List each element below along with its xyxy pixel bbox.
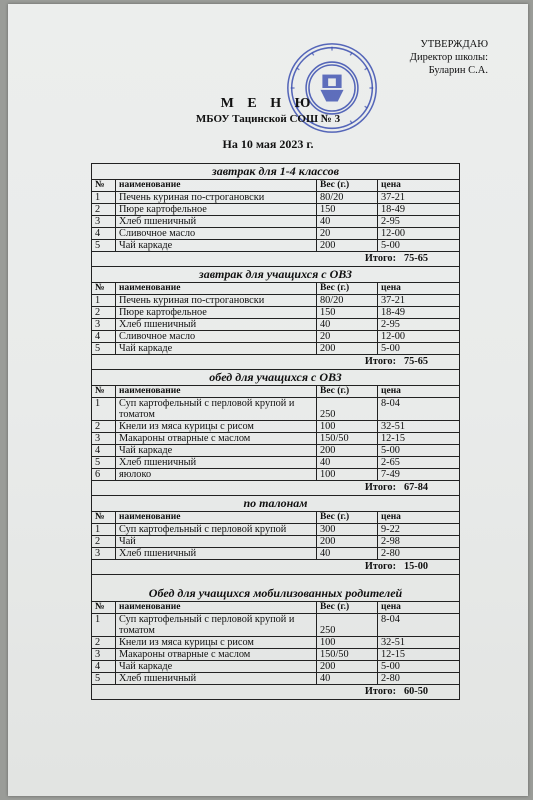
row-price: 2-80 [381, 673, 400, 684]
row-price: 32-51 [381, 637, 406, 648]
row-price: 8-04 [381, 614, 400, 625]
row-price: 7-49 [381, 469, 400, 480]
row-num: 3 [92, 649, 116, 660]
table-header-row [92, 512, 459, 524]
table-row [92, 421, 459, 433]
row-weight: 40 [317, 457, 378, 468]
table-row [92, 398, 459, 421]
header-num: № [92, 602, 116, 613]
row-name: Хлеб пшеничный [116, 319, 317, 330]
row-name: Хлеб пшеничный [116, 548, 317, 559]
row-name: Печень куриная по-строгановски [116, 295, 317, 306]
row-num: 5 [92, 240, 116, 251]
header-name: наименование [116, 283, 317, 294]
row-name: Пюре картофельное [116, 307, 317, 318]
header-price: цена [381, 386, 401, 396]
total-value: 67-84 [404, 482, 429, 493]
row-name: яюлоко [116, 469, 317, 480]
approval-line-2: Директор школы: [409, 52, 488, 63]
row-num: 5 [92, 457, 116, 468]
row-name: Суп картофельный с перловой крупой [116, 524, 317, 535]
total-label: Итого: [364, 253, 396, 264]
table-row [92, 661, 459, 673]
row-price: 9-22 [381, 524, 400, 535]
row-price: 37-21 [381, 192, 406, 203]
row-price: 5-00 [381, 240, 400, 251]
total-value: 60-50 [404, 686, 429, 697]
header-weight: Вес (г.) [317, 180, 378, 191]
row-name: Пюре картофельное [116, 204, 317, 215]
menu-section [92, 267, 459, 370]
row-price: 32-51 [381, 421, 406, 432]
row-num: 4 [92, 331, 116, 342]
row-price: 18-49 [381, 307, 406, 318]
header-name: наименование [116, 602, 317, 613]
row-name: Чай каркаде [116, 661, 317, 672]
menu-date: На 10 мая 2023 г. [222, 137, 314, 151]
row-weight: 40 [317, 319, 378, 330]
row-weight: 200 [317, 343, 378, 354]
row-name: Чай [116, 536, 317, 547]
row-price: 12-15 [381, 649, 406, 660]
row-weight: 20 [317, 228, 378, 239]
row-price: 37-21 [381, 295, 406, 306]
row-num: 5 [92, 673, 116, 684]
menu-section [92, 496, 459, 575]
row-weight: 150/50 [317, 649, 378, 660]
row-num: 1 [92, 295, 116, 306]
row-num: 1 [92, 614, 116, 636]
total-value: 75-65 [404, 356, 429, 367]
row-price: 2-80 [381, 548, 400, 559]
row-weight: 150 [317, 204, 378, 215]
menu-section [92, 575, 459, 699]
table-header-row [92, 283, 459, 295]
table-row [92, 469, 459, 481]
row-name: Кнели из мяса курицы с рисом [116, 421, 317, 432]
row-name: Сливочное масло [116, 331, 317, 342]
row-num: 4 [92, 661, 116, 672]
row-name: Кнели из мяса курицы с рисом [116, 637, 317, 648]
row-price: 5-00 [381, 343, 400, 354]
title-block [8, 96, 528, 152]
total-row [92, 355, 459, 370]
header-name: наименование [116, 180, 317, 191]
total-row [92, 252, 459, 267]
total-row [92, 481, 459, 496]
row-weight: 300 [317, 524, 378, 535]
row-num: 3 [92, 433, 116, 444]
row-weight: 200 [317, 445, 378, 456]
table-row [92, 319, 459, 331]
approval-block [410, 38, 488, 77]
table-header-row [92, 602, 459, 614]
total-value: 15-00 [404, 561, 429, 572]
approval-line-1: УТВЕРЖДАЮ [420, 39, 488, 50]
row-name: Хлеб пшеничный [116, 673, 317, 684]
header-weight: Вес (г.) [317, 386, 378, 397]
table-row [92, 295, 459, 307]
row-name: Хлеб пшеничный [116, 216, 317, 227]
table-row [92, 673, 459, 685]
total-label: Итого: [364, 686, 396, 697]
row-num: 1 [92, 192, 116, 203]
total-label: Итого: [364, 482, 396, 493]
table-row [92, 614, 459, 637]
row-price: 2-98 [381, 536, 400, 547]
row-name: Чай каркаде [116, 343, 317, 354]
row-price: 8-04 [381, 398, 400, 409]
section-title: по талонам [92, 496, 459, 512]
section-title: завтрак для учащихся с ОВЗ [92, 267, 459, 283]
header-price: цена [381, 512, 401, 522]
row-name: Чай каркаде [116, 240, 317, 251]
total-label: Итого: [364, 356, 396, 367]
row-price: 18-49 [381, 204, 406, 215]
row-name: Чай каркаде [116, 445, 317, 456]
table-row [92, 536, 459, 548]
table-row [92, 228, 459, 240]
row-num: 2 [92, 307, 116, 318]
row-weight: 200 [317, 240, 378, 251]
row-price: 2-95 [381, 319, 400, 330]
menu-section [92, 164, 459, 267]
row-num: 4 [92, 445, 116, 456]
page-title: М Е Н Ю [220, 96, 316, 111]
total-value: 75-65 [404, 253, 429, 264]
table-header-row [92, 386, 459, 398]
row-weight: 250 [317, 398, 378, 420]
row-weight: 20 [317, 331, 378, 342]
row-weight: 200 [317, 536, 378, 547]
row-weight: 40 [317, 216, 378, 227]
table-row [92, 204, 459, 216]
row-weight: 40 [317, 673, 378, 684]
row-price: 2-65 [381, 457, 400, 468]
table-row [92, 216, 459, 228]
total-label: Итого: [364, 561, 396, 572]
row-name: Макароны отварные с маслом [116, 433, 317, 444]
total-row [92, 685, 459, 699]
table-row [92, 192, 459, 204]
header-name: наименование [116, 386, 317, 397]
row-num: 2 [92, 637, 116, 648]
row-weight: 100 [317, 469, 378, 480]
row-name: Суп картофельный с перловой крупой и томатом [116, 614, 317, 636]
header-price: цена [381, 180, 401, 190]
row-num: 4 [92, 228, 116, 239]
row-weight: 150/50 [317, 433, 378, 444]
row-num: 2 [92, 536, 116, 547]
row-num: 6 [92, 469, 116, 480]
row-price: 12-00 [381, 228, 406, 239]
table-row [92, 343, 459, 355]
row-weight: 100 [317, 637, 378, 648]
table-row [92, 649, 459, 661]
row-num: 2 [92, 421, 116, 432]
header-num: № [92, 180, 116, 191]
section-title: обед для учащихся с ОВЗ [92, 370, 459, 386]
menu-document [8, 4, 528, 796]
table-row [92, 548, 459, 560]
row-name: Сливочное масло [116, 228, 317, 239]
row-weight: 80/20 [317, 295, 378, 306]
table-row [92, 445, 459, 457]
menu-table [91, 163, 460, 700]
header-weight: Вес (г.) [317, 283, 378, 294]
table-row [92, 307, 459, 319]
row-weight: 200 [317, 661, 378, 672]
approval-line-3: Буларин С.А. [428, 65, 488, 76]
header-name: наименование [116, 512, 317, 523]
header-num: № [92, 283, 116, 294]
row-name: Хлеб пшеничный [116, 457, 317, 468]
row-name: Печень куриная по-строгановски [116, 192, 317, 203]
table-header-row [92, 180, 459, 192]
row-weight: 100 [317, 421, 378, 432]
row-price: 12-15 [381, 433, 406, 444]
row-name: Макароны отварные с маслом [116, 649, 317, 660]
section-title: завтрак для 1-4 классов [92, 164, 459, 180]
row-num: 1 [92, 398, 116, 420]
row-weight: 250 [317, 614, 378, 636]
header-price: цена [381, 602, 401, 612]
row-price: 12-00 [381, 331, 406, 342]
table-row [92, 457, 459, 469]
table-row [92, 240, 459, 252]
row-weight: 40 [317, 548, 378, 559]
row-weight: 150 [317, 307, 378, 318]
row-price: 5-00 [381, 661, 400, 672]
row-num: 3 [92, 319, 116, 330]
header-weight: Вес (г.) [317, 512, 378, 523]
header-num: № [92, 512, 116, 523]
section-title: Обед для учащихся мобилизованных родителей [92, 575, 459, 602]
menu-section [92, 370, 459, 496]
row-weight: 80/20 [317, 192, 378, 203]
row-name: Суп картофельный с перловой крупой и томатом [116, 398, 317, 420]
school-name: МБОУ Тацинской СОШ № 3 [195, 113, 341, 125]
row-num: 3 [92, 548, 116, 559]
table-row [92, 637, 459, 649]
row-price: 5-00 [381, 445, 400, 456]
row-price: 2-95 [381, 216, 400, 227]
row-num: 5 [92, 343, 116, 354]
total-row [92, 560, 459, 575]
table-row [92, 331, 459, 343]
row-num: 2 [92, 204, 116, 215]
row-num: 1 [92, 524, 116, 535]
row-num: 3 [92, 216, 116, 227]
header-weight: Вес (г.) [317, 602, 378, 613]
table-row [92, 524, 459, 536]
header-price: цена [381, 283, 401, 293]
table-row [92, 433, 459, 445]
header-num: № [92, 386, 116, 397]
